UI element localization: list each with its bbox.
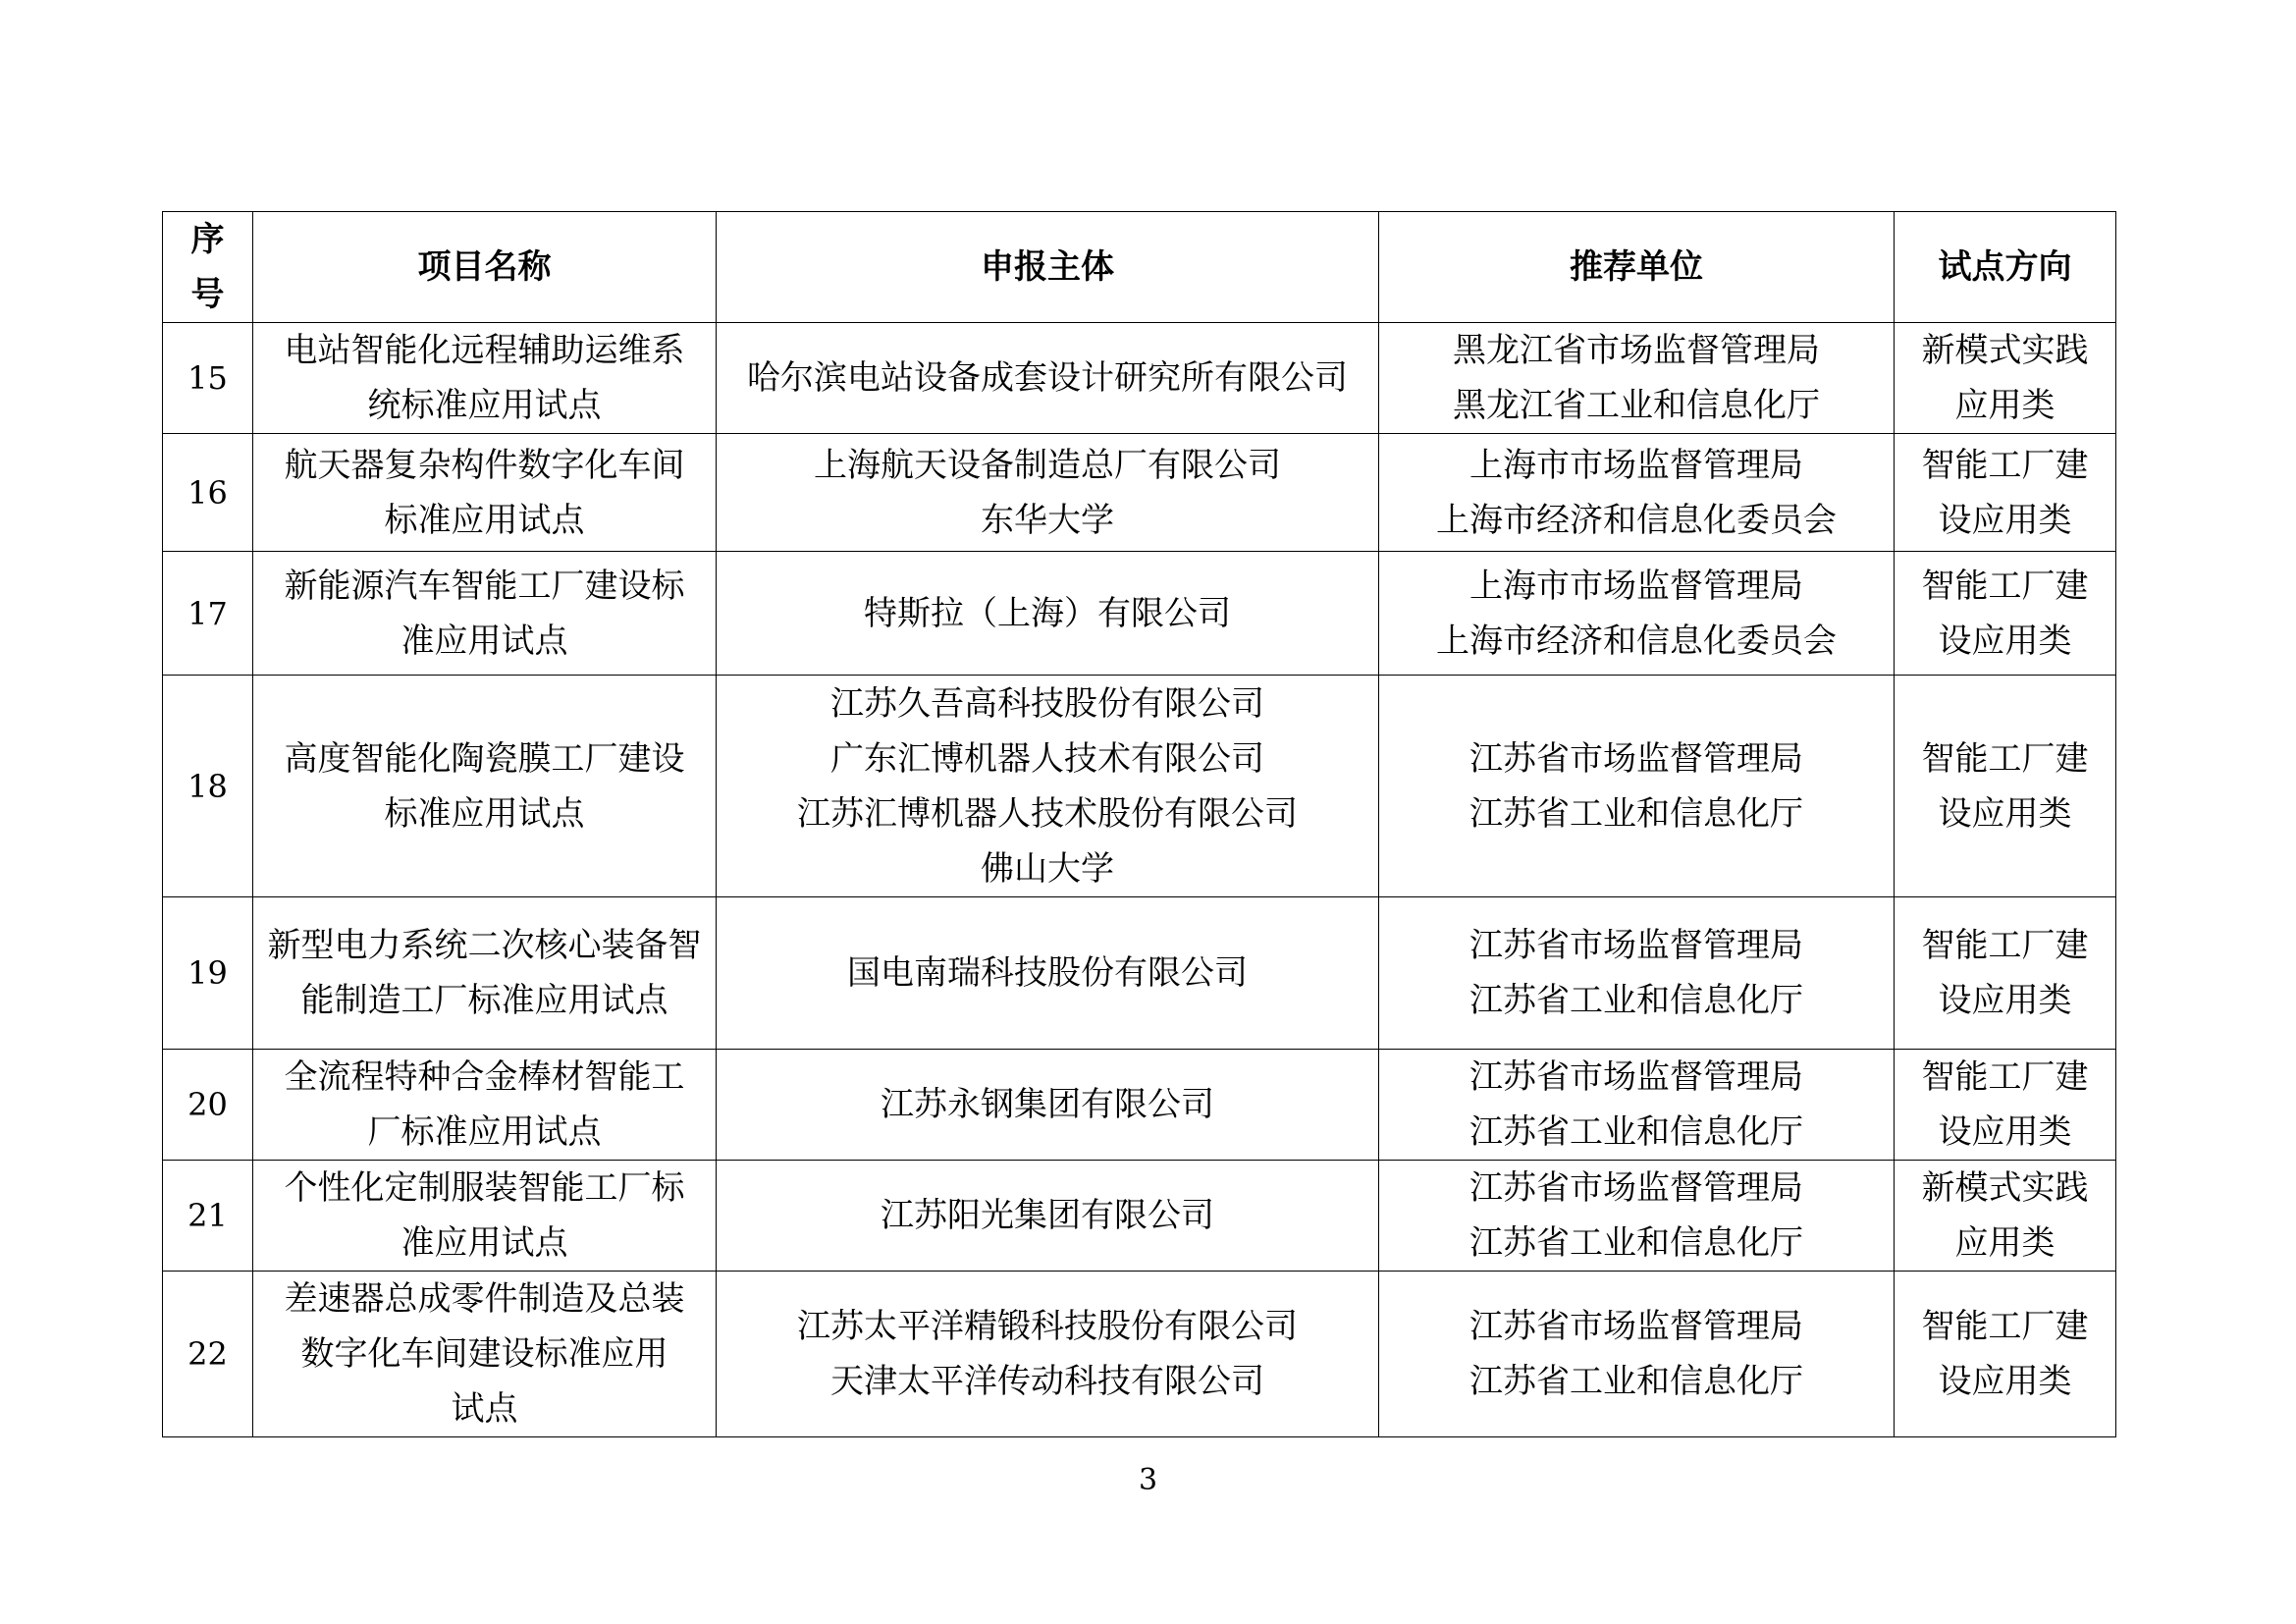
cell-applicant-line: 江苏久吾高科技股份有限公司	[830, 683, 1264, 724]
header-direction: 试点方向	[1895, 212, 2116, 323]
cell-recommender	[1379, 323, 1895, 434]
table-row	[163, 434, 2116, 552]
cell-recommender-line: 上海市市场监督管理局	[1469, 566, 1803, 606]
cell-direction-line: 智能工厂建	[1921, 445, 2089, 485]
cell-project	[253, 323, 717, 434]
cell-direction-line: 设应用类	[1938, 981, 2072, 1020]
cell-no	[163, 1050, 253, 1161]
cell-applicant-line: 特斯拉（上海）有限公司	[864, 593, 1231, 633]
cell-direction-line: 智能工厂建	[1921, 1057, 2089, 1097]
cell-direction-line: 智能工厂建	[1921, 738, 2089, 779]
cell-direction	[1895, 552, 2116, 676]
header-seq	[163, 212, 253, 323]
header-project: 项目名称	[253, 212, 717, 323]
cell-project-line: 厂标准应用试点	[367, 1112, 602, 1152]
cell-project-line: 差速器总成零件制造及总装	[284, 1279, 685, 1319]
cell-direction	[1895, 323, 2116, 434]
cell-direction	[1895, 1050, 2116, 1161]
cell-applicant-line: 上海航天设备制造总厂有限公司	[814, 445, 1281, 485]
cell-no-line: 17	[187, 594, 228, 632]
cell-applicant-line: 江苏太平洋精锻科技股份有限公司	[797, 1307, 1298, 1346]
cell-recommender-line: 江苏省工业和信息化厅	[1469, 1112, 1803, 1152]
cell-project-line: 能制造工厂标准应用试点	[300, 981, 668, 1020]
cell-no	[163, 552, 253, 676]
cell-recommender-line: 黑龙江省工业和信息化厅	[1453, 386, 1820, 425]
table-row	[163, 676, 2116, 897]
cell-direction-line: 新模式实践	[1921, 331, 2089, 370]
cell-applicant-line: 江苏阳光集团有限公司	[881, 1196, 1214, 1235]
cell-applicant	[717, 552, 1379, 676]
cell-recommender-line: 江苏省市场监督管理局	[1469, 1057, 1803, 1097]
cell-recommender-line: 江苏省工业和信息化厅	[1469, 1362, 1803, 1401]
cell-project	[253, 897, 717, 1050]
cell-applicant	[717, 323, 1379, 434]
cell-applicant	[717, 1161, 1379, 1272]
header-applicant: 申报主体	[717, 212, 1379, 323]
cell-direction	[1895, 897, 2116, 1050]
cell-recommender-line: 江苏省市场监督管理局	[1469, 1168, 1803, 1208]
cell-no-line: 15	[187, 359, 228, 397]
cell-no-line: 22	[187, 1335, 228, 1373]
cell-no	[163, 897, 253, 1050]
cell-direction	[1895, 676, 2116, 897]
cell-project-line: 标准应用试点	[384, 500, 585, 540]
cell-direction-line: 智能工厂建	[1921, 1307, 2089, 1346]
cell-recommender	[1379, 1272, 1895, 1437]
cell-recommender	[1379, 434, 1895, 552]
cell-applicant-line: 佛山大学	[981, 848, 1114, 889]
cell-no	[163, 1161, 253, 1272]
cell-recommender	[1379, 1050, 1895, 1161]
cell-project	[253, 1272, 717, 1437]
table-row	[163, 1272, 2116, 1437]
cell-direction-line: 新模式实践	[1921, 1168, 2089, 1208]
cell-direction-line: 设应用类	[1938, 1112, 2072, 1152]
cell-recommender	[1379, 676, 1895, 897]
cell-recommender-line: 江苏省工业和信息化厅	[1469, 793, 1803, 834]
cell-recommender	[1379, 552, 1895, 676]
table-row	[163, 323, 2116, 434]
cell-direction-line: 设应用类	[1938, 793, 2072, 834]
cell-applicant-line: 天津太平洋传动科技有限公司	[830, 1362, 1264, 1401]
page-number: 3	[1138, 1463, 1158, 1497]
cell-project-line: 准应用试点	[400, 1223, 568, 1263]
header-recommender: 推荐单位	[1379, 212, 1895, 323]
header-seq-line1: 序	[190, 220, 225, 259]
cell-project	[253, 1161, 717, 1272]
cell-direction-line: 应用类	[1954, 386, 2056, 425]
cell-no-line: 19	[187, 954, 228, 992]
cell-project	[253, 1050, 717, 1161]
cell-project-line: 标准应用试点	[384, 793, 585, 834]
cell-no	[163, 1272, 253, 1437]
cell-recommender-line: 上海市市场监督管理局	[1469, 445, 1803, 485]
cell-project-line: 电站智能化远程辅助运维系	[284, 331, 685, 370]
cell-direction	[1895, 1272, 2116, 1437]
cell-direction-line: 设应用类	[1938, 621, 2072, 661]
cell-project-line: 高度智能化陶瓷膜工厂建设	[284, 738, 685, 779]
cell-project-line: 准应用试点	[400, 621, 568, 661]
cell-recommender-line: 上海市经济和信息化委员会	[1436, 500, 1837, 540]
cell-project-line: 新型电力系统二次核心装备智	[267, 926, 702, 965]
cell-recommender-line: 江苏省工业和信息化厅	[1469, 1223, 1803, 1263]
cell-project	[253, 434, 717, 552]
cell-project-line: 航天器复杂构件数字化车间	[284, 445, 685, 485]
cell-applicant	[717, 897, 1379, 1050]
table-row	[163, 552, 2116, 676]
cell-project-line: 试点	[451, 1389, 518, 1429]
cell-applicant-line: 广东汇博机器人技术有限公司	[830, 738, 1264, 779]
table-header-row	[163, 212, 2116, 323]
cell-recommender-line: 江苏省市场监督管理局	[1469, 926, 1803, 965]
cell-applicant-line: 哈尔滨电站设备成套设计研究所有限公司	[747, 358, 1348, 398]
header-seq-line2: 号	[190, 275, 225, 314]
cell-applicant	[717, 434, 1379, 552]
cell-recommender-line: 江苏省市场监督管理局	[1469, 1307, 1803, 1346]
cell-project	[253, 676, 717, 897]
cell-direction-line: 智能工厂建	[1921, 566, 2089, 606]
cell-project-line: 统标准应用试点	[367, 386, 602, 425]
cell-no-line: 18	[187, 767, 228, 805]
cell-applicant	[717, 676, 1379, 897]
cell-direction	[1895, 434, 2116, 552]
cell-no	[163, 676, 253, 897]
cell-applicant	[717, 1050, 1379, 1161]
cell-applicant-line: 国电南瑞科技股份有限公司	[847, 953, 1248, 993]
table-row	[163, 897, 2116, 1050]
cell-no	[163, 323, 253, 434]
table-row	[163, 1161, 2116, 1272]
cell-direction-line: 智能工厂建	[1921, 926, 2089, 965]
table-body	[163, 323, 2116, 1437]
cell-project-line: 数字化车间建设标准应用	[300, 1334, 668, 1374]
cell-project-line: 全流程特种合金棒材智能工	[284, 1057, 685, 1097]
cell-direction-line: 设应用类	[1938, 500, 2072, 540]
table-row	[163, 1050, 2116, 1161]
cell-no	[163, 434, 253, 552]
cell-applicant-line: 江苏汇博机器人技术股份有限公司	[797, 793, 1298, 834]
cell-project-line: 新能源汽车智能工厂建设标	[284, 566, 685, 606]
cell-project-line: 个性化定制服装智能工厂标	[284, 1168, 685, 1208]
cell-direction	[1895, 1161, 2116, 1272]
cell-direction-line: 应用类	[1954, 1223, 2056, 1263]
cell-no-line: 16	[187, 473, 228, 512]
cell-applicant	[717, 1272, 1379, 1437]
cell-recommender-line: 上海市经济和信息化委员会	[1436, 621, 1837, 661]
cell-no-line: 20	[187, 1086, 228, 1123]
cell-project	[253, 552, 717, 676]
cell-recommender-line: 黑龙江省市场监督管理局	[1453, 331, 1820, 370]
pilot-projects-table	[162, 211, 2116, 1437]
cell-recommender-line: 江苏省工业和信息化厅	[1469, 981, 1803, 1020]
cell-applicant-line: 东华大学	[981, 500, 1114, 540]
cell-applicant-line: 江苏永钢集团有限公司	[881, 1085, 1214, 1124]
cell-recommender	[1379, 897, 1895, 1050]
cell-no-line: 21	[187, 1197, 228, 1234]
cell-direction-line: 设应用类	[1938, 1362, 2072, 1401]
cell-recommender-line: 江苏省市场监督管理局	[1469, 738, 1803, 779]
cell-recommender	[1379, 1161, 1895, 1272]
